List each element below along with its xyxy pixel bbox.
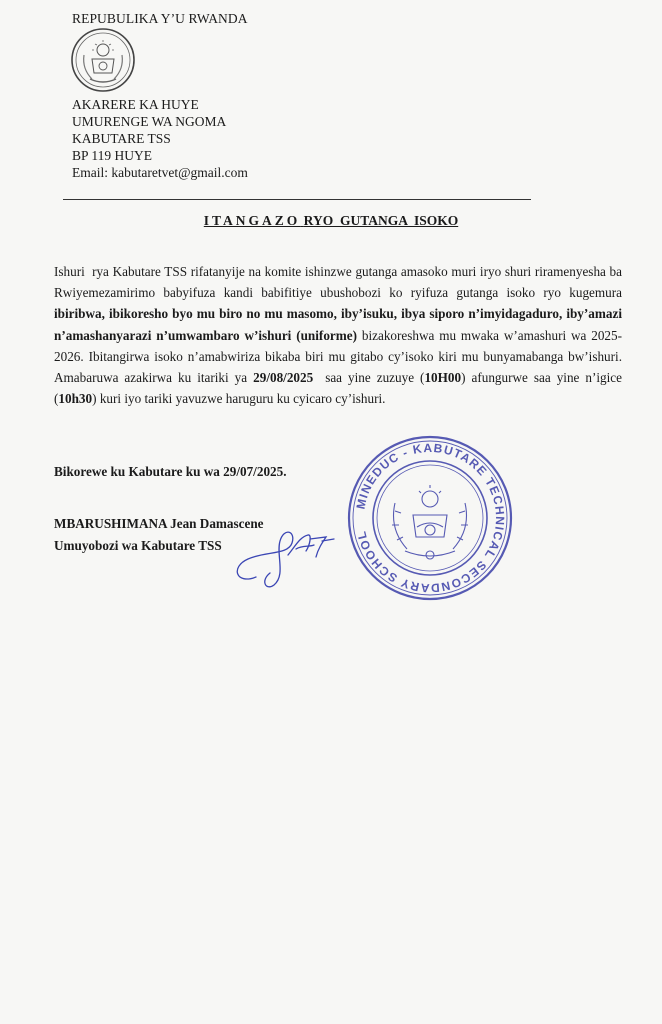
body-items-bold: ibiribwa, ibikoresho byo mu biro no mu masomo, iby’isuku, ibya siporo n’imyidagaduro, iby’amazi n’amashanyarazi n’umwambaro w’ishuri (uniforme) — [54, 306, 622, 343]
header-divider — [63, 199, 531, 200]
rwanda-emblem-icon — [70, 27, 136, 93]
address-block — [72, 96, 248, 181]
signatory-role: Umuyobozi wa Kabutare TSS — [54, 538, 222, 553]
body-part-2: bizakoreshwa mu mwaka w’amashuri wa 2025-2026. Ibitangirwa isoko n’amabwiriza bikaba biri mu gitabo cy’isoko kiri mu bunyamabanga bw’ishuri. Amabaruwa azakirwa ku itariki ya — [54, 327, 622, 386]
body-part-1: Ishuri rya Kabutare TSS rifatanyije na komite ishinzwe gutanga amasoko muri iryo shuri riramenyesha ba Rwiyemezamirimo babyifuza kandi babifitiye ubushobozi ko ryifuza gutanga isoko ryo kugemura — [54, 264, 626, 301]
school-stamp — [345, 433, 515, 603]
email-line: Email: kabutaretvet@gmail.com — [72, 165, 248, 180]
sector-line: UMURENGE WA NGOMA — [72, 114, 227, 129]
school-line: KABUTARE TSS — [72, 131, 171, 146]
title-word-spaced: ITANGAZO — [203, 213, 301, 228]
submission-time: 10H00 — [424, 370, 462, 386]
body-part-4: ) afungurwe saa yine n’igice ( — [54, 370, 622, 407]
body-part-3: saa yine zuzuye ( — [313, 370, 425, 386]
handwritten-signature — [226, 515, 346, 595]
opening-time: 10h30 — [58, 391, 93, 407]
stamp-ring-text: MINEDUC - KABUTARE TECHNICAL SECONDARY SCHOOL — [353, 440, 508, 596]
district-line: AKARERE KA HUYE — [72, 97, 199, 112]
title-rest: RYO GUTANGA ISOKO — [303, 213, 459, 228]
issued-date-line: Bikorewe ku Kabutare ku wa 29/07/2025. — [54, 464, 287, 479]
signatory-name: MBARUSHIMANA Jean Damascene — [54, 516, 264, 531]
announcement-body — [54, 261, 626, 409]
deadline-date: 29/08/2025 — [253, 370, 314, 386]
body-part-5: ) kuri iyo tariki yavuzwe haruguru ku cyicaro cy’ishuri. — [92, 391, 386, 407]
po-box-line: BP 119 HUYE — [72, 148, 153, 163]
document-title — [0, 213, 662, 229]
country-header: REPUBULIKA Y’U RWANDA — [72, 11, 248, 26]
